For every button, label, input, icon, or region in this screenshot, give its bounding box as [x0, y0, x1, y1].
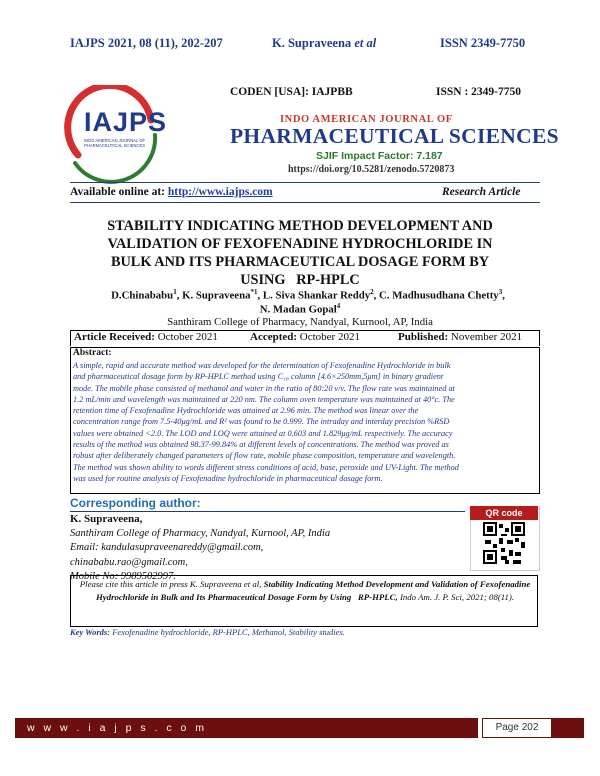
author-3-sup: 2: [370, 288, 374, 296]
abstract-line-5: retention time of Fexofenadine Hydrochloride was attained at 2.96 min. The method was linear over the: [73, 406, 419, 416]
corresponding-email-1[interactable]: Email: kandulasupraveenareddy@gmail.com,: [70, 542, 264, 554]
accepted-date: [250, 331, 360, 343]
running-header-issn: ISSN 2349-7750: [440, 36, 526, 50]
citation-post: Indo Am. J. P. Sci, 2021; 08(11).: [397, 592, 515, 602]
impact-factor: SJIF Impact Factor: 7.187: [316, 150, 443, 162]
author-4: , C. Madhusudhana Chetty: [373, 289, 499, 302]
logo-caption-line1: INDO AMERICAN JOURNAL OF: [84, 138, 146, 143]
abstract-line-4: 1.2 mL/min and wavelength was maintained at 220 nm. The column oven temperature was maintained at 40°c. The: [73, 394, 455, 404]
footer-strip: [552, 718, 584, 738]
availability-divider: [70, 202, 540, 203]
journal-title: PHARMACEUTICAL SCIENCES: [230, 124, 559, 148]
abstract-line-6: concentration range from 7.5-40μg/mL and R² was found to be 0.999. The intraday and interday precision %RSD: [73, 417, 450, 427]
footer-page-number: Page 202: [482, 718, 552, 738]
received-value: October 2021: [154, 331, 218, 343]
logo-caption-line2: PHARMACEUTICAL SCIENCES: [84, 143, 146, 148]
abstract-line-10: The method was shown ability to words different stress conditions of acid, base, peroxide and UV-Light. The method: [73, 462, 459, 472]
author-2-sup: *1: [250, 288, 258, 296]
title-line-3: BULK AND ITS PHARMACEUTICAL DOSAGE FORM BY: [110, 254, 490, 270]
abstract-line-3: mode. The mobile phase consisted of methanol and water in the ratio of 80:20 v/v. The flow rate was maintained at: [73, 383, 455, 393]
accepted-label: Accepted:: [250, 331, 298, 343]
abstract-line-9: robust after deliberately changed parameters of flow rate, mobile phase composition, temperature and wavelength.: [73, 451, 456, 461]
author-2: , K. Supraveena: [176, 289, 251, 302]
keywords-value: Fexofenadine hydrochloride, RP-HPLC, Methanol, Stability studies.: [110, 627, 345, 637]
author-3: , L. Siva Shankar Reddy: [257, 289, 371, 302]
affiliation: Santhiram College of Pharmacy, Nandyal, Kurnool, AP, India: [167, 316, 433, 328]
corresponding-mobile: Mobile No: 9989502997.: [70, 571, 176, 583]
author-1-sup: 1: [173, 288, 177, 296]
abstract-line-11: was used for routine analysis of Fexofenadine hydrochloride in pharmaceutical dosage form.: [73, 473, 383, 483]
keywords-label: Key Words:: [70, 627, 111, 637]
logo-caption: [84, 138, 145, 148]
qr-label: QR code: [470, 506, 538, 520]
corresponding-heading: Corresponding author:: [70, 496, 201, 510]
abstract-line-8: results of the method was obtained 98.37-99.84% at different levels of concentrations. The method was proved as: [73, 440, 449, 450]
header-et-al: et al: [354, 36, 377, 50]
author-list: [73, 288, 543, 302]
abstract-line-1: A simple, rapid and accurate method was developed for the determination of Fexofenadine Hydrochloride in bulk: [73, 361, 451, 370]
masthead-issn: ISSN : 2349-7750: [436, 86, 521, 98]
running-header-ref: IAJPS 2021, 08 (11), 202-207: [70, 36, 223, 50]
article-title: [65, 217, 535, 289]
running-header-author: [272, 36, 376, 51]
available-label: Available online at:: [70, 186, 168, 198]
title-line-1: STABILITY INDICATING METHOD DEVELOPMENT AND: [107, 218, 493, 234]
keywords: [70, 627, 345, 637]
author-5: N. Madan Gopal: [259, 303, 337, 316]
corresponding-name: K. Supraveena,: [70, 513, 143, 525]
published-date: [398, 331, 522, 343]
accepted-value: October 2021: [297, 331, 360, 343]
logo-text: IAJPS: [84, 107, 168, 137]
author-1: D.Chinababu: [111, 289, 174, 302]
author-4-sup: 3: [498, 288, 503, 296]
corresponding-divider: [70, 511, 465, 512]
journal-url-link[interactable]: http://www.iajps.com: [167, 186, 273, 198]
abstract-line-2: and pharmaceutical dosage form by RP-HPLC method using C₁₈ column [4.6×250mm,5μm] in binary gradient: [73, 372, 444, 382]
masthead-divider: [70, 182, 540, 183]
header-author-name: K. Supraveena: [272, 36, 352, 50]
doi: https://doi.org/10.5281/zenodo.5720873: [288, 164, 455, 175]
author-sep: ,: [502, 289, 505, 302]
coden: CODEN [USA]: IAJPBB: [230, 86, 353, 98]
footer-site: w w w . i a j p s . c o m: [15, 718, 478, 738]
author-line-2: [65, 302, 535, 316]
published-value: November 2021: [448, 331, 523, 343]
title-line-4: USING RP-HPLC: [240, 272, 360, 288]
title-line-2: VALIDATION OF FEXOFENADINE HYDROCHLORIDE IN: [107, 236, 493, 252]
corresponding-affiliation: Santhiram College of Pharmacy, Nandyal, Kurnool, AP, India: [70, 528, 331, 539]
abstract-body: [73, 360, 536, 484]
journal-subtitle: INDO AMERICAN JOURNAL OF: [280, 114, 453, 125]
received-label: Article Received:: [74, 331, 155, 343]
author-5-sup: 4: [336, 302, 341, 310]
citation-title: Stability Indicating Method Development and Validation of Fexofenadine Hydrochloride in Bulk and Its Pharmaceutical Dosage Form by Using RP-HPLC,: [95, 579, 533, 602]
abstract-line-7: values were obtained <2.0. The LOD and LOQ were attained at 0.603 and 1.829μg/mL respectively. The accuracy: [73, 428, 453, 438]
corresponding-email-2[interactable]: chinababu.rao@gmail.com,: [70, 556, 188, 568]
abstract-heading: Abstract:: [73, 348, 112, 358]
received-date: [74, 331, 218, 343]
published-label: Published:: [398, 331, 449, 343]
qr-code-icon[interactable]: [483, 522, 525, 564]
citation-text: [76, 578, 534, 604]
available-online: [70, 186, 273, 198]
citation-pre: Please cite this article in press K. Supraveena et al,: [79, 579, 264, 589]
article-type: Research Article: [442, 186, 521, 198]
